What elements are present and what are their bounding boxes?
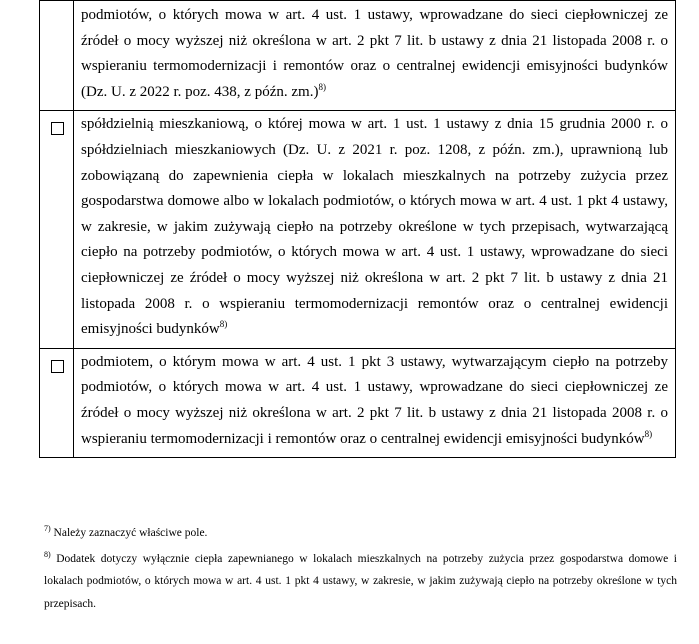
- footnote-marker: 7): [44, 524, 51, 534]
- footnote-marker: 8): [44, 549, 51, 559]
- option-text-cell: [74, 111, 676, 348]
- footnote-ref: 8): [219, 319, 228, 330]
- footnote-7: [44, 522, 677, 545]
- footnote-8: [44, 548, 677, 616]
- option-row-housing-cooperative: [40, 111, 676, 348]
- checkbox-cell: [40, 111, 74, 348]
- option-text: spółdzielnią mieszkaniową, o której mowa w art. 1 ust. 1 ustawy z dnia 15 grudnia 2000 r. o spółdzielniach mieszkaniowych (Dz. U. z 2021 r. poz. 1208, z późn. zm.), uprawnioną lub zobowiązaną do zapewnienia ciepła w lokalach mieszkalnych na potrzeby zużycia przez gospodarstwa domowe albo w lokalach podmiotów, o których mowa w art. 4 ust. 1 pkt 4 ustawy, w zakresie, w jakim zużywają ciepło na potrzeby określone w tych przepisach, wytwarzającą ciepło na potrzeby podmiotów, o których mowa w art. 4 ust. 1 ustawy, wprowadzane do sieci ciepłowniczej ze źródeł o mocy wyższej niż określona w art. 2 pkt 7 lit. b ustawy z dnia 21 listopada 2008 r. o wspieraniu termomodernizacji remontów oraz o centralnej ewidencji emisyjności budynków: [81, 116, 668, 338]
- footnote-text: Należy zaznaczyć właściwe pole.: [53, 527, 208, 539]
- option-row-continuation: [40, 1, 676, 111]
- option-text: podmiotów, o których mowa w art. 4 ust. 1 ustawy, wprowadzane do sieci ciepłowniczej ze źródeł o mocy wyższej niż określona w art. 2 pkt 7 lit. b ustawy z dnia 21 listopada 2008 r. o wspieraniu termomodernizacji i remontów oraz o centralnej ewidencji emisyjności budynków (Dz. U. z 2022 r. poz. 438, z późn. zm.): [81, 7, 668, 100]
- footnote-text: Dodatek dotyczy wyłącznie ciepła zapewnianego w lokalach mieszkalnych na potrzeby zużycia przez gospodarstwa domowe i lokalach podmiotów, o których mowa w art. 4 ust. 1 pkt 4 ustawy, w zakresie, w jakim zużywają ciepło na potrzeby określone w tych przepisach.: [44, 552, 677, 610]
- checkbox-cell: [40, 348, 74, 457]
- housing-cooperative-checkbox[interactable]: [51, 122, 64, 135]
- footnote-ref: 8): [318, 81, 326, 92]
- option-text-cell: [74, 1, 676, 111]
- checkbox-cell-empty: [40, 1, 74, 111]
- option-text: podmiotem, o którym mowa w art. 4 ust. 1 pkt 3 ustawy, wytwarzającym ciepło na potrzeby podmiotów, o których mowa w art. 4 ust. 1 ustawy, wprowadzane do sieci ciepłowniczej ze źródeł o mocy wyższej niż określona w art. 2 pkt 7 lit. b ustawy z dnia 21 listopada 2008 r. o wspieraniu termomodernizacji i remontów oraz o centralnej ewidencji emisyjności budynków: [81, 353, 668, 447]
- footnotes-section: [44, 522, 677, 618]
- declaration-options-table: [39, 0, 676, 458]
- option-row-entity-art4: [40, 348, 676, 457]
- option-text-cell: [74, 348, 676, 457]
- footnote-ref: 8): [644, 428, 653, 439]
- entity-art4-checkbox[interactable]: [51, 360, 64, 373]
